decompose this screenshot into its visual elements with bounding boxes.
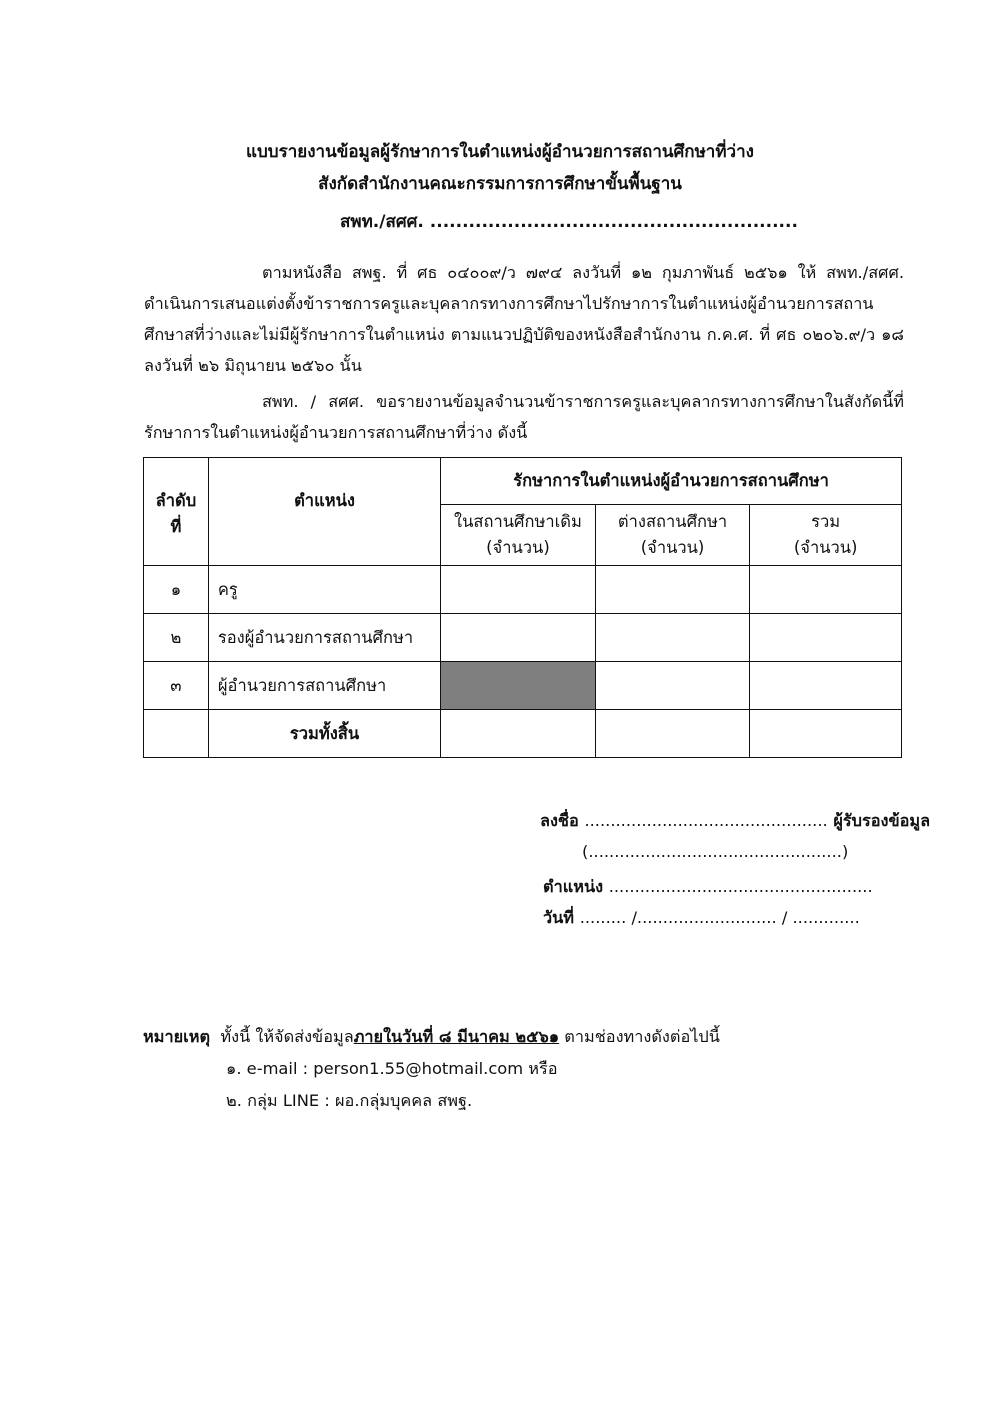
row-number: ๓ bbox=[144, 662, 209, 710]
signer-name-field[interactable]: (.................................................) bbox=[582, 842, 849, 861]
table-total-row bbox=[144, 710, 902, 758]
table-row bbox=[144, 614, 902, 662]
remark-item-email: ๑. e-mail : person1.55@hotmail.com หรือ bbox=[226, 1059, 558, 1078]
header-order-no-line2: ที่ bbox=[170, 517, 182, 536]
table-row bbox=[144, 662, 902, 710]
header-same-school-line1: ในสถานศึกษาเดิม bbox=[454, 512, 582, 531]
cell-same-school-disabled bbox=[441, 662, 596, 710]
paragraph-request: สพท. / สศศ. ขอรายงานข้อมูลจำนวนข้าราชการครูและบุคลากรทางการศึกษาในสังกัดนี้ที่รักษาการในตำแหน่งผู้อำนวยการสถานศึกษาที่ว่าง ดังนี้ bbox=[144, 392, 904, 442]
row-number: ๑ bbox=[144, 566, 209, 614]
row-number: ๒ bbox=[144, 614, 209, 662]
office-line: สพท./สศศ. ......................................................... bbox=[340, 212, 798, 232]
total-same-school[interactable] bbox=[441, 710, 596, 758]
remark-text-after: ตามช่องทางดังต่อไปนี้ bbox=[564, 1027, 720, 1046]
row-position: ครู bbox=[208, 566, 440, 614]
row-position: ผู้อำนวยการสถานศึกษา bbox=[208, 662, 440, 710]
cell-same-school[interactable] bbox=[441, 614, 596, 662]
header-order-no-line1: ลำดับ bbox=[155, 491, 197, 510]
report-table bbox=[143, 457, 902, 758]
cell-other-school[interactable] bbox=[595, 614, 750, 662]
header-total-line1: รวม bbox=[811, 512, 841, 531]
header-order-no bbox=[144, 458, 209, 566]
header-total bbox=[750, 505, 902, 566]
total-row-number bbox=[144, 710, 209, 758]
remark-text: ทั้งนี้ ให้จัดส่งข้อมูล bbox=[220, 1027, 354, 1046]
cell-total[interactable] bbox=[750, 566, 902, 614]
document-title: แบบรายงานข้อมูลผู้รักษาการในตำแหน่งผู้อำนวยการสถานศึกษาที่ว่าง bbox=[246, 142, 754, 162]
remark bbox=[143, 1024, 720, 1050]
signature-suffix: ผู้รับรองข้อมูล bbox=[833, 811, 931, 830]
sign-date-field[interactable]: ......... /........................... / ............. bbox=[579, 908, 860, 927]
header-other-school-line1: ต่างสถานศึกษา bbox=[617, 512, 728, 531]
remark-deadline: ภายในวันที่ ๘ มีนาคม ๒๕๖๑ bbox=[353, 1027, 560, 1046]
signature-line bbox=[540, 808, 930, 834]
cell-other-school[interactable] bbox=[595, 566, 750, 614]
header-total-line2: (จำนวน) bbox=[793, 538, 858, 557]
sign-date-label: วันที่ bbox=[543, 908, 575, 927]
signature-label: ลงชื่อ bbox=[540, 811, 579, 830]
header-same-school-line2: (จำนวน) bbox=[486, 538, 550, 557]
document-subtitle: สังกัดสำนักงานคณะกรรมการการศึกษาขั้นพื้นฐาน bbox=[318, 174, 682, 194]
total-label: รวมทั้งสิ้น bbox=[208, 710, 440, 758]
cell-same-school[interactable] bbox=[441, 566, 596, 614]
total-other-school[interactable] bbox=[595, 710, 750, 758]
header-other-school-line2: (จำนวน) bbox=[640, 538, 705, 557]
header-acting-group: รักษาการในตำแหน่งผู้อำนวยการสถานศึกษา bbox=[441, 458, 902, 505]
signer-position-label: ตำแหน่ง bbox=[543, 877, 604, 896]
remark-label: หมายเหตุ bbox=[143, 1027, 211, 1046]
header-position: ตำแหน่ง bbox=[208, 458, 440, 566]
row-position: รองผู้อำนวยการสถานศึกษา bbox=[208, 614, 440, 662]
signer-position-line bbox=[543, 874, 873, 900]
remark-item-line: ๒. กลุ่ม LINE : ผอ.กลุ่มบุคคล สพฐ. bbox=[226, 1091, 473, 1110]
header-same-school bbox=[441, 505, 596, 566]
paragraph-reference: ตามหนังสือ สพฐ. ที่ ศธ ๐๔๐๐๙/ว ๗๙๔ ลงวันที่ ๑๒ กุมภาพันธ์ ๒๕๖๑ ให้ สพท./สศศ. ดำเนินการเสนอแต่งตั้งข้าราชการครูและบุคลากรทางการศึกษาไปรักษาการในตำแหน่งผู้อำนวยการสถานศึกษาสที่ว่างและไม่มีผู้รักษาการในตำแหน่ง ตามแนวปฏิบัติของหนังสือสำนักงาน ก.ค.ศ. ที่ ศธ ๐๒๐๖.๙/ว ๑๘ ลงวันที่ ๒๖ มิถุนายน ๒๕๖๐ นั้น bbox=[144, 263, 904, 375]
cell-total[interactable] bbox=[750, 614, 902, 662]
sign-date-line bbox=[543, 905, 860, 931]
header-other-school bbox=[595, 505, 750, 566]
signer-position-field[interactable]: ................................................... bbox=[608, 877, 873, 896]
cell-total[interactable] bbox=[750, 662, 902, 710]
table-row bbox=[144, 566, 902, 614]
total-sum[interactable] bbox=[750, 710, 902, 758]
cell-other-school[interactable] bbox=[595, 662, 750, 710]
signature-field[interactable]: ............................................... bbox=[584, 811, 828, 830]
